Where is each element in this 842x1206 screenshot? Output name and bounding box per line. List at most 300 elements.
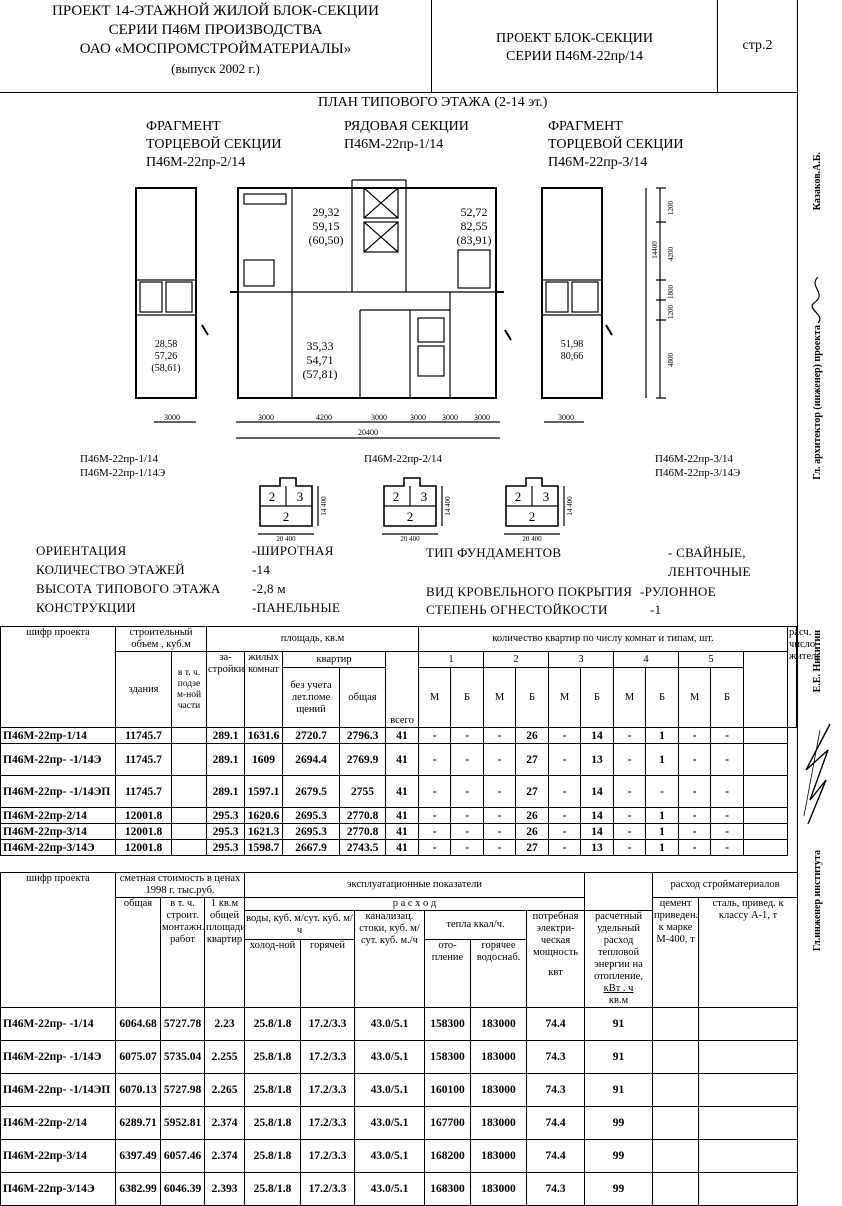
excl-area: 2679.5	[283, 776, 340, 808]
room-type-count: -	[484, 728, 516, 744]
caption-line: ТОРЦЕВОЙ СЕКЦИИ	[146, 137, 282, 152]
area-label: (60,50)	[308, 233, 344, 247]
room-type-count: -	[711, 824, 744, 840]
excl-area: 2695.3	[283, 824, 340, 840]
room-type-count: -	[419, 728, 451, 744]
excl-area: 2695.3	[283, 808, 340, 824]
col-header-cement: цемент приведен. к марке М-400, т	[653, 898, 699, 1008]
living-area: 1609	[245, 744, 283, 776]
steel	[699, 1173, 798, 1206]
room-type-count: -	[419, 776, 451, 808]
built-area: 289.1	[207, 728, 245, 744]
scheme-room-count: 2	[282, 509, 290, 524]
costs-table	[0, 872, 798, 1206]
sewer: 43.0/5.1	[355, 1008, 425, 1041]
room-type-count: -	[711, 808, 744, 824]
scheme-room-count: 2	[392, 489, 400, 504]
living-area: 1621.3	[245, 824, 283, 840]
cement	[653, 1107, 699, 1140]
residents	[744, 824, 788, 840]
variant-code: П46М-22пр-3/14Э	[655, 467, 741, 479]
col-header-built: за-стройки	[207, 652, 245, 728]
room-type-count: -	[484, 776, 516, 808]
dimension-label: 3000	[164, 413, 180, 422]
mid-variant: П46М-22пр-2/14	[364, 453, 442, 465]
living-area: 1620.6	[245, 808, 283, 824]
room-type-count: 27	[516, 744, 549, 776]
dimension-label: 4800	[667, 353, 675, 367]
caption-line: П46М-22пр-2/14	[146, 155, 246, 170]
specific-heat: 91	[585, 1074, 653, 1107]
room-type-count: -	[614, 744, 646, 776]
room-type-count: -	[646, 776, 679, 808]
dimension-total: 20400	[358, 428, 378, 437]
scheme-room-count: 2	[406, 509, 414, 524]
room-type-count: 26	[516, 808, 549, 824]
right-variants	[655, 452, 740, 480]
room-type-count: 13	[581, 744, 614, 776]
specific-heat: 91	[585, 1041, 653, 1074]
water-hot: 17.2/3.3	[301, 1140, 355, 1173]
engineer-name: Е.Е. Никитин	[812, 630, 823, 693]
specific-heat: 99	[585, 1107, 653, 1140]
col-header-room: 2	[484, 652, 549, 668]
cost-per-m2: 2.265	[205, 1074, 245, 1107]
section-schemes	[250, 470, 590, 542]
project-code: П46М-22пр-3/14	[1, 824, 116, 840]
variant-code: П46М-22пр-3/14	[655, 453, 733, 465]
col-header-b: Б	[646, 668, 679, 728]
scheme-room-count: 2	[514, 489, 522, 504]
table-row	[1, 808, 797, 824]
scheme-width: 20 400	[522, 535, 542, 543]
excl-area: 2694.4	[283, 744, 340, 776]
foundation-value-line: ЛЕНТОЧНЫЕ	[668, 564, 751, 579]
table-row	[1, 840, 797, 856]
scheme-room-count: 2	[528, 509, 536, 524]
project-code: П46М-22пр-2/14	[1, 808, 116, 824]
col-header-code: шифр проекта	[1, 627, 116, 728]
dimension-label: 3000	[410, 413, 426, 422]
living-area: 1631.6	[245, 728, 283, 744]
room-type-count: -	[451, 728, 484, 744]
project-title-line: (выпуск 2002 г.)	[171, 61, 260, 76]
mid-section-caption	[344, 118, 469, 154]
heating: 158300	[425, 1008, 471, 1041]
col-header-materials: расход стройматериалов	[653, 873, 798, 898]
scheme-width: 20 400	[400, 535, 420, 543]
cost-per-m2: 2.23	[205, 1008, 245, 1041]
room-type-count: -	[419, 808, 451, 824]
room-type-count: 14	[581, 824, 614, 840]
room-type-count: -	[711, 744, 744, 776]
heating: 160100	[425, 1074, 471, 1107]
col-header-b: Б	[516, 668, 549, 728]
col-header-m: М	[614, 668, 646, 728]
table-row	[1, 728, 797, 744]
col-header-m: М	[679, 668, 711, 728]
col-header-b: Б	[451, 668, 484, 728]
project-title	[0, 0, 432, 92]
fire-value: -1	[650, 602, 662, 617]
water-cold: 25.8/1.8	[245, 1074, 301, 1107]
steel	[699, 1008, 798, 1041]
col-header-specific	[585, 911, 653, 1008]
cost-construction: 6046.39	[161, 1173, 205, 1206]
cost-construction: 6057.46	[161, 1140, 205, 1173]
room-type-count: 26	[516, 728, 549, 744]
steel	[699, 1140, 798, 1173]
cost-total: 6289.71	[116, 1107, 161, 1140]
table-row	[1, 1173, 798, 1206]
room-type-count: 13	[581, 840, 614, 856]
plan-title: ПЛАН ТИПОВОГО ЭТАЖА (2-14 эт.)	[318, 95, 548, 110]
info-value: -ПАНЕЛЬНЫЕ	[252, 600, 341, 615]
caption-line: ФРАГМЕНТ	[146, 119, 221, 134]
col-header-power-unit: квт	[548, 967, 563, 978]
cost-per-m2: 2.393	[205, 1173, 245, 1206]
room-type-count: 14	[581, 808, 614, 824]
room-type-count: -	[451, 744, 484, 776]
power: 74.4	[527, 1107, 585, 1140]
built-area: 295.3	[207, 808, 245, 824]
power: 74.3	[527, 1074, 585, 1107]
water-cold: 25.8/1.8	[245, 1008, 301, 1041]
caption-line: П46М-22пр-3/14	[548, 155, 648, 170]
water-cold: 25.8/1.8	[245, 1173, 301, 1206]
room-type-count: -	[549, 808, 581, 824]
room-type-count: -	[679, 728, 711, 744]
hot-water-heat: 183000	[471, 1041, 527, 1074]
area-label: (57,81)	[302, 367, 338, 381]
foundation-label: ТИП ФУНДАМЕНТОВ	[426, 545, 562, 560]
col-header-power-label: потребная электри-ческая мощность	[532, 911, 579, 958]
section-title-line: СЕРИИ П46М-22пр/14	[506, 49, 643, 64]
room-type-count: 1	[646, 840, 679, 856]
living-area: 1597.1	[245, 776, 283, 808]
dimension-label: 3000	[371, 413, 387, 422]
info-label: ОРИЕНТАЦИЯ	[36, 543, 127, 558]
total-area: 2743.5	[340, 840, 386, 856]
info-label: КОНСТРУКЦИИ	[36, 600, 136, 615]
cost-construction: 5727.98	[161, 1074, 205, 1107]
room-type-count: 1	[646, 744, 679, 776]
col-header-flats: квартир	[283, 652, 386, 668]
project-title-line: ОАО «МОСПРОМСТРОЙМАТЕРИАЛЫ»	[79, 41, 352, 57]
building-volume: 11745.7	[116, 728, 172, 744]
building-volume: 12001.8	[116, 808, 172, 824]
col-header-specific-unit: кв.м	[608, 995, 629, 1006]
excl-area: 2667.9	[283, 840, 340, 856]
table-row	[1, 776, 797, 808]
area-label: 29,32	[312, 205, 340, 219]
room-type-count: 1	[646, 824, 679, 840]
project-code: П46М-22пр- -1/14	[1, 1008, 116, 1041]
built-area: 295.3	[207, 840, 245, 856]
col-header-hotwater: горячее водоснаб.	[471, 940, 527, 1008]
specific-heat: 99	[585, 1140, 653, 1173]
water-hot: 17.2/3.3	[301, 1008, 355, 1041]
dimension-label: 3000	[558, 413, 574, 422]
residents	[744, 744, 788, 776]
underground-volume	[172, 744, 207, 776]
col-header-b: Б	[711, 668, 744, 728]
building-volume: 12001.8	[116, 840, 172, 856]
info-value: -ШИРОТНАЯ	[252, 543, 334, 558]
room-type-count: -	[484, 808, 516, 824]
project-code: П46М-22пр- -1/14ЭП	[1, 776, 116, 808]
dimension-total: 14400	[651, 241, 659, 259]
col-header-b: Б	[581, 668, 614, 728]
col-header-room: 1	[419, 652, 484, 668]
foundation-value-line: - СВАЙНЫЕ,	[668, 545, 746, 560]
power: 74.4	[527, 1008, 585, 1041]
water-cold: 25.8/1.8	[245, 1140, 301, 1173]
sewer: 43.0/5.1	[355, 1074, 425, 1107]
table-row	[1, 1074, 798, 1107]
info-values	[252, 541, 340, 617]
cost-construction: 5735.04	[161, 1041, 205, 1074]
room-type-count: -	[484, 744, 516, 776]
col-header-residents: расч. число жител.	[788, 627, 797, 728]
col-header-underground: в т. ч. подзе м-ной части	[172, 652, 207, 728]
area-label: 52,72	[460, 205, 488, 219]
scheme-height: 14 400	[566, 496, 574, 516]
project-code: П46М-22пр-3/14Э	[1, 840, 116, 856]
water-hot: 17.2/3.3	[301, 1041, 355, 1074]
col-header-count: количество квартир по числу комнат и типам, шт.	[419, 627, 788, 652]
foundation-value	[668, 543, 751, 581]
room-type-count: -	[549, 840, 581, 856]
signature-mark	[804, 275, 832, 325]
project-code: П46М-22пр- -1/14ЭП	[1, 1074, 116, 1107]
total-area: 2770.8	[340, 824, 386, 840]
room-type-count: -	[419, 824, 451, 840]
col-header-room: 4	[614, 652, 679, 668]
area-label: 35,33	[306, 339, 334, 353]
residents	[744, 808, 788, 824]
col-header-volume: строительный объем , куб.м	[116, 627, 207, 652]
hot-water-heat: 183000	[471, 1173, 527, 1206]
total-area: 2769.9	[340, 744, 386, 776]
area-label: 28,58	[154, 339, 178, 350]
sewer: 43.0/5.1	[355, 1041, 425, 1074]
dimension-label: 1200	[667, 201, 675, 215]
project-code: П46М-22пр- -1/14Э	[1, 1041, 116, 1074]
dimension-label: 3000	[442, 413, 458, 422]
title-block	[0, 0, 797, 93]
col-header-cold: холод-ной	[245, 940, 301, 1008]
cost-construction: 5952.81	[161, 1107, 205, 1140]
col-header-m: М	[419, 668, 451, 728]
built-area: 289.1	[207, 744, 245, 776]
project-code: П46М-22пр-3/14	[1, 1140, 116, 1173]
room-type-count: -	[679, 776, 711, 808]
cement	[653, 1008, 699, 1041]
building-volume: 11745.7	[116, 744, 172, 776]
room-type-count: -	[549, 824, 581, 840]
room-type-count: -	[679, 824, 711, 840]
scheme-height: 14 400	[444, 496, 452, 516]
room-type-count: -	[451, 824, 484, 840]
excl-area: 2720.7	[283, 728, 340, 744]
dimension-label: 3000	[474, 413, 490, 422]
col-header-building: здания	[116, 652, 172, 728]
heating: 158300	[425, 1041, 471, 1074]
floor-plan	[100, 170, 740, 450]
cement	[653, 1140, 699, 1173]
caption-line: ТОРЦЕВОЙ СЕКЦИИ	[548, 137, 684, 152]
flat-count: 41	[386, 824, 419, 840]
hot-water-heat: 183000	[471, 1008, 527, 1041]
table-row	[1, 744, 797, 776]
power: 74.3	[527, 1041, 585, 1074]
water-cold: 25.8/1.8	[245, 1041, 301, 1074]
sewer: 43.0/5.1	[355, 1107, 425, 1140]
col-header-consumption: р а с х о д	[245, 898, 585, 911]
col-header-sewer: канализац. стоки, куб. м/сут. куб. м./ч	[355, 911, 425, 1008]
residents	[744, 728, 788, 744]
dimension-label: 4200	[667, 247, 675, 261]
power: 74.4	[527, 1140, 585, 1173]
variant-code: П46М-22пр-1/14Э	[80, 467, 166, 479]
col-header-living: жилых комнат	[245, 652, 283, 728]
power: 74.3	[527, 1173, 585, 1206]
room-type-count: -	[614, 728, 646, 744]
underground-volume	[172, 808, 207, 824]
flat-count: 41	[386, 728, 419, 744]
dimension-label: 4200	[316, 413, 332, 422]
room-type-count: 14	[581, 776, 614, 808]
project-code: П46М-22пр-2/14	[1, 1107, 116, 1140]
table-row	[1, 1041, 798, 1074]
room-type-count: -	[711, 776, 744, 808]
scheme-room-count: 2	[268, 489, 276, 504]
dimension-label: 1200	[667, 305, 675, 319]
room-type-count: 27	[516, 840, 549, 856]
col-header-excl: без учета лет.поме щений	[283, 668, 340, 728]
col-header-cost: сметная стоимость в ценах 1998 г. тыс.руб.	[116, 873, 245, 898]
engineer-role: Гл.инженер института	[812, 850, 823, 952]
room-type-count: -	[679, 808, 711, 824]
hot-water-heat: 183000	[471, 1107, 527, 1140]
col-header-steel: сталь, привед. к классу А-1, т	[699, 898, 798, 1008]
variant-code: П46М-22пр-1/14	[80, 453, 158, 465]
specific-heat: 91	[585, 1008, 653, 1041]
caption-line: РЯДОВАЯ СЕКЦИИ	[344, 119, 469, 134]
underground-volume	[172, 824, 207, 840]
page-number: стр.2	[742, 38, 773, 53]
col-header-specific-top	[585, 873, 653, 911]
col-header-heating: ото-пление	[425, 940, 471, 1008]
cost-per-m2: 2.255	[205, 1041, 245, 1074]
col-header-total: общая	[116, 898, 161, 1008]
hot-water-heat: 183000	[471, 1140, 527, 1173]
cement	[653, 1173, 699, 1206]
underground-volume	[172, 776, 207, 808]
table-row	[1, 1107, 798, 1140]
building-volume: 11745.7	[116, 776, 172, 808]
room-type-count: -	[451, 776, 484, 808]
section-title	[432, 0, 718, 92]
room-type-count: -	[711, 728, 744, 744]
room-type-count: -	[679, 840, 711, 856]
scheme-room-count: 3	[420, 489, 428, 504]
room-type-count: -	[451, 808, 484, 824]
table-row	[1, 824, 797, 840]
flat-count: 41	[386, 840, 419, 856]
room-type-count: -	[419, 840, 451, 856]
total-area: 2796.3	[340, 728, 386, 744]
room-type-count: 1	[646, 728, 679, 744]
area-label: 54,71	[306, 353, 334, 367]
caption-line: ФРАГМЕНТ	[548, 119, 623, 134]
area-label: (83,91)	[456, 233, 492, 247]
col-header-room: 3	[549, 652, 614, 668]
col-header-specific-unit: кВт . ч	[603, 983, 634, 994]
col-header-area: площадь, кв.м	[207, 627, 419, 652]
col-header-hot: горячей	[301, 940, 355, 1008]
room-type-count: 26	[516, 824, 549, 840]
flat-count: 41	[386, 808, 419, 824]
dimension-label: 1800	[667, 285, 675, 299]
roof-value: -РУЛОННОЕ	[640, 584, 716, 599]
col-header-specific-label: расчетный удельный расход тепловой энергии на отопление,	[594, 911, 643, 982]
scheme-room-count: 3	[296, 489, 304, 504]
room-type-count: -	[711, 840, 744, 856]
signature-mark	[800, 720, 836, 830]
col-header-m: М	[549, 668, 581, 728]
project-code: П46М-22пр-1/14	[1, 728, 116, 744]
dimension-label: 3000	[258, 413, 274, 422]
cement	[653, 1041, 699, 1074]
specific-heat: 99	[585, 1173, 653, 1206]
scheme-width: 20 400	[276, 535, 296, 543]
total-area: 2755	[340, 776, 386, 808]
built-area: 295.3	[207, 824, 245, 840]
scheme-height: 14 400	[320, 496, 328, 516]
area-label: (58,61)	[151, 363, 181, 374]
room-type-count: 27	[516, 776, 549, 808]
cement	[653, 1074, 699, 1107]
col-header-water: воды, куб. м/сут. куб. м/ч	[245, 911, 355, 940]
steel	[699, 1107, 798, 1140]
sewer: 43.0/5.1	[355, 1140, 425, 1173]
info-label: КОЛИЧЕСТВО ЭТАЖЕЙ	[36, 562, 185, 577]
built-area: 289.1	[207, 776, 245, 808]
col-header-all: всего	[386, 652, 419, 728]
left-fragment-caption	[146, 118, 282, 172]
water-hot: 17.2/3.3	[301, 1107, 355, 1140]
cost-total: 6075.07	[116, 1041, 161, 1074]
project-code: П46М-22пр- -1/14Э	[1, 744, 116, 776]
fire-label: СТЕПЕНЬ ОГНЕСТОЙКОСТИ	[426, 602, 608, 617]
steel	[699, 1074, 798, 1107]
roof-label: ВИД КРОВЕЛЬНОГО ПОКРЫТИЯ	[426, 584, 633, 599]
water-cold: 25.8/1.8	[245, 1107, 301, 1140]
underground-volume	[172, 728, 207, 744]
flat-count: 41	[386, 744, 419, 776]
sewer: 43.0/5.1	[355, 1173, 425, 1206]
project-title-line: СЕРИИ П46М ПРОИЗВОДСТВА	[108, 22, 323, 38]
heating: 167700	[425, 1107, 471, 1140]
cost-per-m2: 2.374	[205, 1107, 245, 1140]
heating: 168200	[425, 1140, 471, 1173]
col-header-code: шифр проекта	[1, 873, 116, 1008]
info-labels	[36, 541, 221, 617]
water-hot: 17.2/3.3	[301, 1074, 355, 1107]
scheme-room-count: 3	[542, 489, 550, 504]
